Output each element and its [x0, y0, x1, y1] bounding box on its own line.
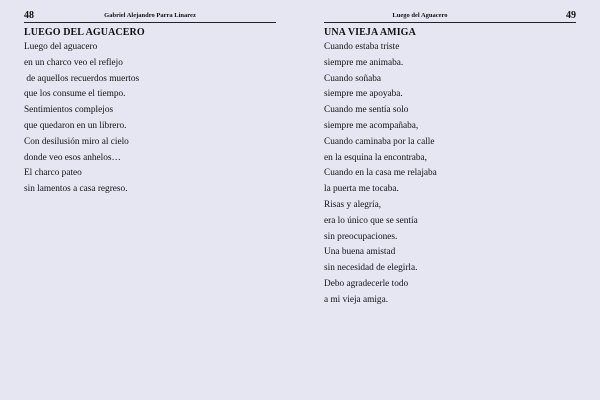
poem-title-left: LUEGO DEL AGUACERO — [24, 27, 145, 38]
poem-line: siempre me acompañaba, — [324, 120, 419, 131]
poem-line: Debo agradecerle todo — [324, 278, 409, 289]
poem-line: Cuando soñaba — [324, 73, 382, 84]
poem-line: siempre me apoyaba. — [324, 89, 403, 100]
poem-left — [24, 26, 276, 198]
poem-line: sin lamentos a casa regreso. — [24, 184, 128, 195]
poem-line: El charco pateo — [24, 168, 82, 179]
running-title-left: Gabriel Alejandro Parra Linarez — [104, 12, 196, 19]
poem-line: Una buena amistad — [324, 247, 396, 258]
poem-line: que quedaron en un librero. — [24, 120, 127, 131]
poem-lines-right — [324, 40, 576, 309]
poem-line: donde veo esos anhelos… — [24, 152, 121, 163]
poem-line: Cuando me sentía solo — [324, 105, 409, 116]
poem-line: Cuando caminaba por la calle — [324, 136, 435, 147]
poem-line: de aquellos recuerdos muertos — [24, 73, 140, 84]
poem-line: sin preocupaciones. — [324, 231, 398, 242]
right-page — [300, 0, 600, 400]
poem-line: Sentimientos complejos — [24, 105, 114, 116]
poem-line: a mi vieja amiga. — [324, 294, 389, 305]
poem-line: Luego del aguacero — [24, 42, 98, 52]
poem-line: siempre me animaba. — [324, 57, 404, 68]
running-title-right: Luego del Aguacero — [392, 12, 448, 19]
poem-line: Cuando estaba triste — [324, 42, 400, 52]
poem-line: Con desilusión miro al cielo — [24, 136, 129, 147]
poem-line: que los consume el tiempo. — [24, 89, 126, 100]
poem-title-right: UNA VIEJA AMIGA — [324, 27, 416, 38]
poem-line: en un charco veo el reflejo — [24, 57, 123, 68]
poem-line: sin necesidad de elegirla. — [324, 263, 418, 274]
poem-line: era lo único que se sentía — [324, 215, 418, 226]
poem-line: Cuando en la casa me relajaba — [324, 168, 437, 179]
running-head-right — [324, 10, 576, 23]
poem-line: Risas y alegría, — [324, 199, 382, 210]
poem-lines-left — [24, 40, 276, 198]
poem-right — [324, 26, 576, 309]
page-number-left: 48 — [24, 10, 34, 21]
running-head-left — [24, 10, 276, 23]
page-number-right: 49 — [566, 10, 576, 21]
poem-line: la puerta me tocaba. — [324, 184, 399, 195]
poem-line: en la esquina la encontraba, — [324, 152, 427, 163]
